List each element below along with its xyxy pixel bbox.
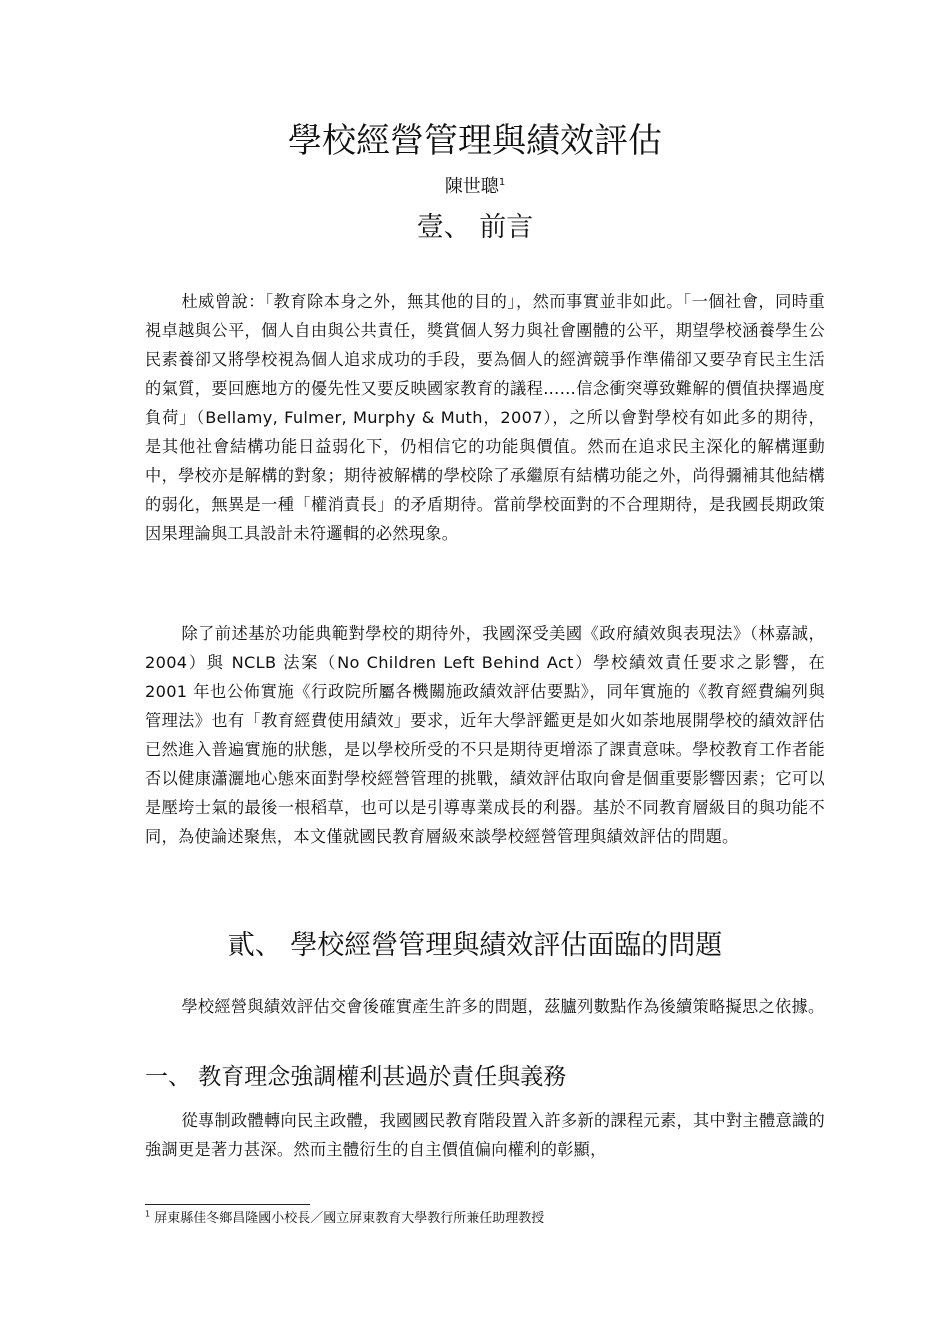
section-heading-preface: 壹、 前言 [416,212,534,243]
footnote-number: 1 [145,1209,151,1219]
footnote-text: 屏東縣佳冬鄉昌隆國小校長／國立屏東教育大學教行所兼任助理教授 [154,1211,545,1226]
paragraph-problems-intro: 學校經營與績效評估交會後確實產生許多的問題，茲臚列數點作為後續策略擬思之依據。 [181,997,825,1016]
subsection-heading-1: 一、 教育理念強調權利甚過於責任與義務 [145,1064,567,1090]
author-name: 陳世聰 [444,176,499,197]
paper-title: 學校經營管理與績效評估 [288,121,662,161]
section-heading-problems: 貳、 學校經營管理與績效評估面臨的問題 [227,930,723,961]
footnote-divider [145,1204,310,1205]
paragraph-preface-1: 杜威曾說：「教育除本身之外，無其他的目的」，然而事實並非如此。「一個社會，同時重視卓越與公平，個人自由與公共責任，獎賞個人努力與社會團體的公平，期望學校涵養學生公民素養卻又將學校視為個人追求成功的手段，要為個人的經濟競爭作準備卻又要孕育民主生活的氣質，要回應地方的優先性又要反映國家教育的議程……信念衝突導致難解的價值抉擇過度負荷」（Bellamy, Fulmer, Murphy & Muth，2007），之所以會對學校有如此多的期待，是其他社會結構功能日益弱化下，仍相信它的功能與價值。然而在追求民主深化的解構運動中，學校亦是解構的對象；期待被解構的學校除了承繼原有結構功能之外，尚得彌補其他結構的弱化，無異是一種「權消責長」的矛盾期待。當前學校面對的不合理期待，是我國長期政策因果理論與工具設計未符邏輯的必然現象。 [145,292,825,543]
footnote-mark: 1 [498,177,506,188]
paragraph-subsection-1: 從專制政體轉向民主政體，我國國民教育階段置入許多新的課程元素，其中對主體意識的強調更是著力甚深。然而主體衍生的自主價值偏向權利的彰顯， [145,1111,825,1159]
author-line [0,174,950,200]
footnote [145,1209,825,1229]
paragraph-preface-2: 除了前述基於功能典範對學校的期待外，我國深受美國《政府績效與表現法》（林嘉誠，2004）與 NCLB 法案（No Children Left Behind Act）學校績效責任要求之影響，在 2001 年也公佈實施《行政院所屬各機關施政績效評估要點》，同年實施的《教育經費編列與管理法》也有「教育經費使用績效」要求，近年大學評鑑更是如火如荼地展開學校的績效評估已然進入普遍實施的狀態，是以學校所受的不只是期待更增添了課責意味。學校教育工作者能否以健康瀟灑地心態來面對學校經營管理的挑戰，績效評估取向會是個重要影響因素；它可以是壓垮士氣的最後一根稻草，也可以是引導專業成長的利器。基於不同教育層級目的與功能不同，為使論述聚焦，本文僅就國民教育層級來談學校經營管理與績效評估的問題。 [145,624,825,846]
